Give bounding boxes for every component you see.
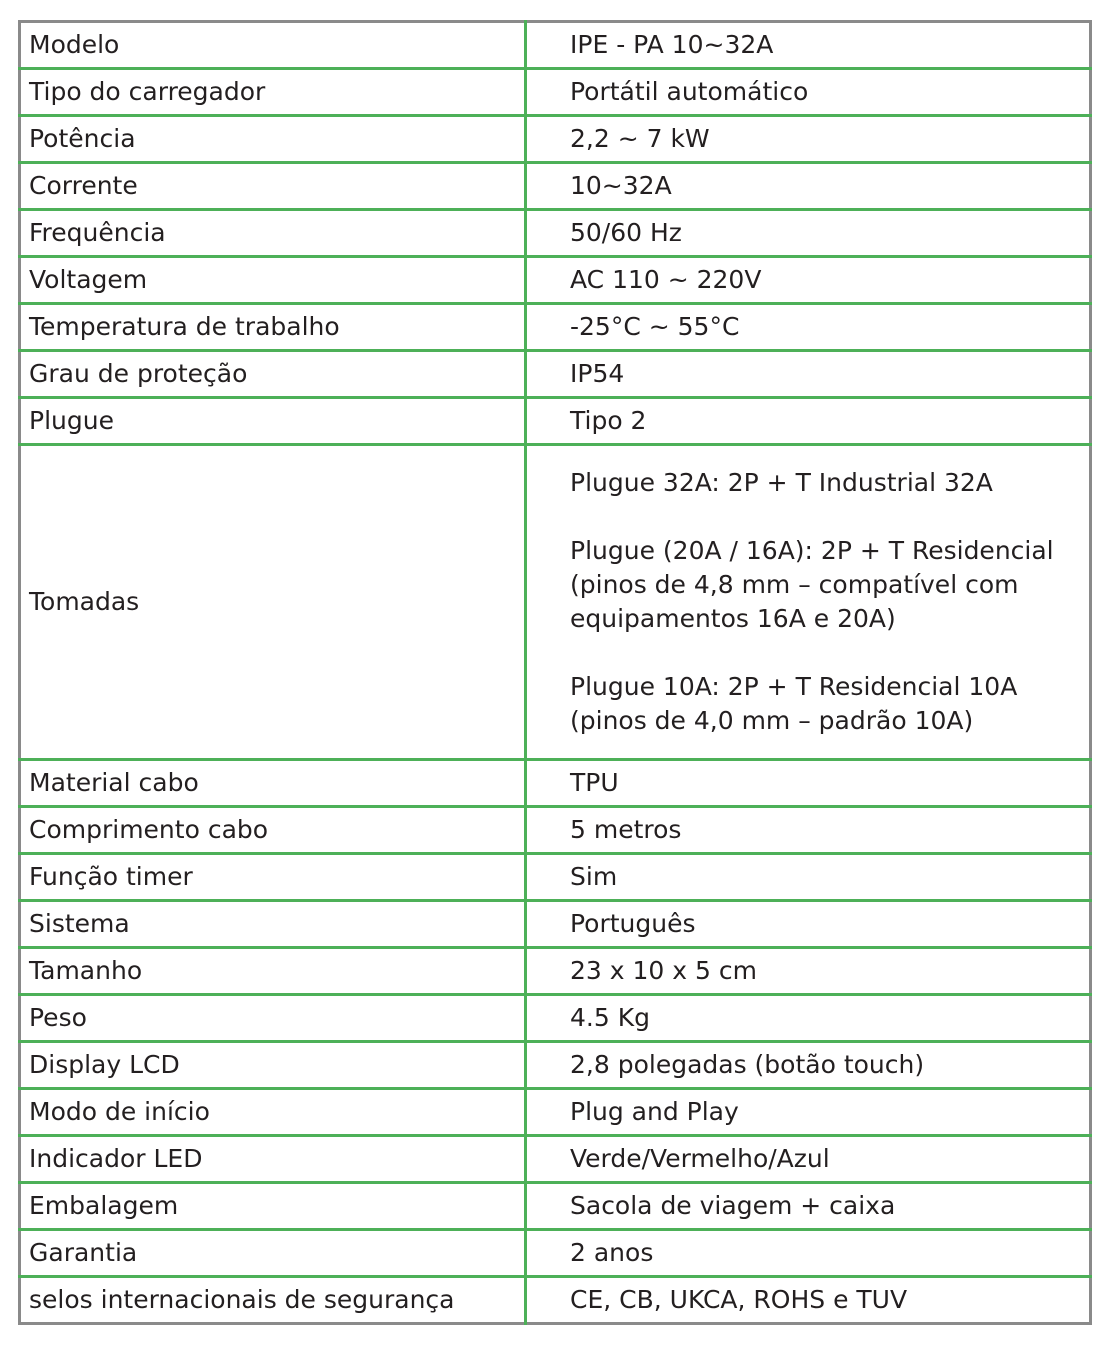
row-label: Peso bbox=[20, 995, 526, 1042]
tomadas-line: equipamentos 16A e 20A) bbox=[570, 604, 896, 633]
table-row bbox=[20, 69, 1091, 116]
table-row bbox=[20, 351, 1091, 398]
row-value: CE, CB, UKCA, ROHS e TUV bbox=[526, 1277, 1091, 1324]
row-label: Temperatura de trabalho bbox=[20, 304, 526, 351]
row-value: IP54 bbox=[526, 351, 1091, 398]
table-row bbox=[20, 1042, 1091, 1089]
tomadas-line: Plugue 32A: 2P + T Industrial 32A bbox=[570, 468, 993, 497]
row-label: Voltagem bbox=[20, 257, 526, 304]
table-row bbox=[20, 1089, 1091, 1136]
table-row bbox=[20, 901, 1091, 948]
table-row bbox=[20, 854, 1091, 901]
row-value: 23 x 10 x 5 cm bbox=[526, 948, 1091, 995]
row-label: Embalagem bbox=[20, 1183, 526, 1230]
tomadas-line: (pinos de 4,8 mm – compatível com bbox=[570, 570, 1019, 599]
tomadas-paragraph-20a-16a bbox=[570, 534, 1089, 636]
row-label: Grau de proteção bbox=[20, 351, 526, 398]
row-label: Sistema bbox=[20, 901, 526, 948]
row-value: Sim bbox=[526, 854, 1091, 901]
row-value: 4.5 Kg bbox=[526, 995, 1091, 1042]
row-value: Portátil automático bbox=[526, 69, 1091, 116]
row-label: Garantia bbox=[20, 1230, 526, 1277]
row-label: Indicador LED bbox=[20, 1136, 526, 1183]
tomadas-paragraph-32a bbox=[570, 466, 1089, 500]
table-row bbox=[20, 948, 1091, 995]
tomadas-line: (pinos de 4,0 mm – padrão 10A) bbox=[570, 706, 974, 735]
table-row bbox=[20, 1136, 1091, 1183]
tomadas-line: Plugue (20A / 16A): 2P + T Residencial bbox=[570, 536, 1054, 565]
table-row bbox=[20, 116, 1091, 163]
row-value: Português bbox=[526, 901, 1091, 948]
row-label: Plugue bbox=[20, 398, 526, 445]
table-row bbox=[20, 760, 1091, 807]
row-label: Comprimento cabo bbox=[20, 807, 526, 854]
row-value: 2,2 ~ 7 kW bbox=[526, 116, 1091, 163]
row-value: 2 anos bbox=[526, 1230, 1091, 1277]
row-label: selos internacionais de segurança bbox=[20, 1277, 526, 1324]
row-value: 2,8 polegadas (botão touch) bbox=[526, 1042, 1091, 1089]
table-row bbox=[20, 163, 1091, 210]
row-label: Tomadas bbox=[20, 445, 526, 760]
table-row bbox=[20, 398, 1091, 445]
row-label: Tipo do carregador bbox=[20, 69, 526, 116]
row-value: 5 metros bbox=[526, 807, 1091, 854]
row-label: Frequência bbox=[20, 210, 526, 257]
table-row bbox=[20, 995, 1091, 1042]
tomadas-paragraph-10a bbox=[570, 670, 1089, 738]
row-label: Display LCD bbox=[20, 1042, 526, 1089]
tomadas-line: Plugue 10A: 2P + T Residencial 10A bbox=[570, 672, 1018, 701]
table-row bbox=[20, 210, 1091, 257]
row-value: AC 110 ~ 220V bbox=[526, 257, 1091, 304]
tomadas-value bbox=[526, 445, 1091, 760]
row-label: Potência bbox=[20, 116, 526, 163]
row-value: 10~32A bbox=[526, 163, 1091, 210]
row-label: Modo de início bbox=[20, 1089, 526, 1136]
row-label: Tamanho bbox=[20, 948, 526, 995]
row-value: Tipo 2 bbox=[526, 398, 1091, 445]
table-row bbox=[20, 257, 1091, 304]
row-label: Função timer bbox=[20, 854, 526, 901]
row-value: TPU bbox=[526, 760, 1091, 807]
row-value: Plug and Play bbox=[526, 1089, 1091, 1136]
table-row bbox=[20, 304, 1091, 351]
row-label: Modelo bbox=[20, 22, 526, 69]
row-value: IPE - PA 10~32A bbox=[526, 22, 1091, 69]
row-value: Verde/Vermelho/Azul bbox=[526, 1136, 1091, 1183]
row-value: Sacola de viagem + caixa bbox=[526, 1183, 1091, 1230]
row-label: Material cabo bbox=[20, 760, 526, 807]
row-value: 50/60 Hz bbox=[526, 210, 1091, 257]
table-row bbox=[20, 807, 1091, 854]
table-row bbox=[20, 22, 1091, 69]
table-row bbox=[20, 1183, 1091, 1230]
row-value: -25°C ~ 55°C bbox=[526, 304, 1091, 351]
table-row bbox=[20, 1277, 1091, 1324]
row-label: Corrente bbox=[20, 163, 526, 210]
table-row-tomadas bbox=[20, 445, 1091, 760]
table-row bbox=[20, 1230, 1091, 1277]
spec-table bbox=[18, 20, 1092, 1325]
